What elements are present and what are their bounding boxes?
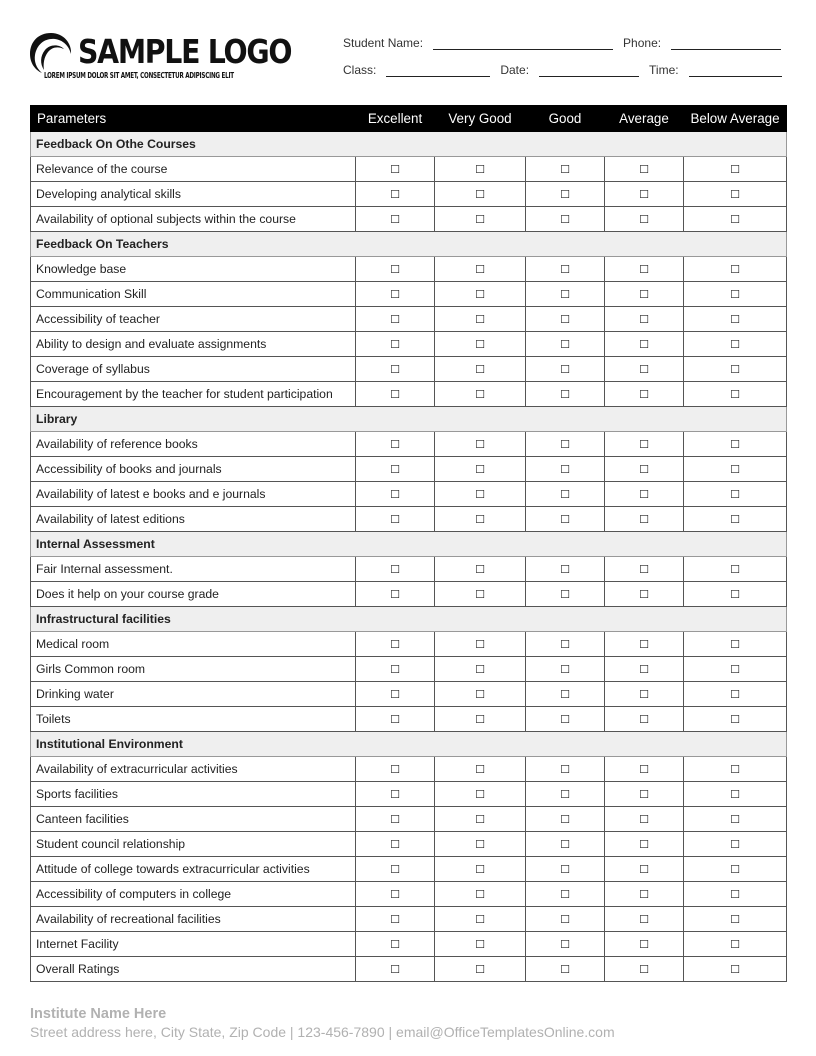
checkbox-below-average[interactable]: ☐ xyxy=(684,282,787,307)
checkbox-below-average[interactable]: ☐ xyxy=(684,457,787,482)
checkbox-below-average[interactable]: ☐ xyxy=(684,207,787,232)
parameter-label: Encouragement by the teacher for student participation xyxy=(31,382,356,407)
checkbox-excellent[interactable]: ☐ xyxy=(356,257,435,282)
table-row xyxy=(31,832,787,857)
checkbox-good[interactable]: ☐ xyxy=(526,807,605,832)
checkbox-excellent[interactable]: ☐ xyxy=(356,157,435,182)
table-row xyxy=(31,332,787,357)
parameter-label: Availability of latest editions xyxy=(31,507,356,532)
student-name-field[interactable] xyxy=(433,38,613,50)
checkbox-very-good[interactable]: ☐ xyxy=(435,832,526,857)
table-row xyxy=(31,557,787,582)
table-row xyxy=(31,257,787,282)
checkbox-below-average[interactable]: ☐ xyxy=(684,482,787,507)
checkbox-below-average[interactable]: ☐ xyxy=(684,557,787,582)
checkbox-excellent[interactable]: ☐ xyxy=(356,782,435,807)
parameter-label: Drinking water xyxy=(31,682,356,707)
checkbox-good[interactable]: ☐ xyxy=(526,432,605,457)
table-row xyxy=(31,582,787,607)
checkbox-below-average[interactable]: ☐ xyxy=(684,932,787,957)
table-row xyxy=(31,207,787,232)
section-title: Internal Assessment xyxy=(31,532,787,557)
checkbox-very-good[interactable]: ☐ xyxy=(435,182,526,207)
checkbox-excellent[interactable]: ☐ xyxy=(356,707,435,732)
parameter-label: Attitude of college towards extracurricular activities xyxy=(31,857,356,882)
checkbox-good[interactable]: ☐ xyxy=(526,457,605,482)
table-row xyxy=(31,757,787,782)
time-field[interactable] xyxy=(689,65,782,77)
parameter-label: Ability to design and evaluate assignments xyxy=(31,332,356,357)
checkbox-very-good[interactable]: ☐ xyxy=(435,782,526,807)
table-row xyxy=(31,432,787,457)
checkbox-very-good[interactable]: ☐ xyxy=(435,632,526,657)
checkbox-very-good[interactable]: ☐ xyxy=(435,457,526,482)
checkbox-good[interactable]: ☐ xyxy=(526,332,605,357)
parameter-label: Accessibility of teacher xyxy=(31,307,356,332)
checkbox-average[interactable]: ☐ xyxy=(605,882,684,907)
parameter-label: Availability of reference books xyxy=(31,432,356,457)
parameter-label: Accessibility of computers in college xyxy=(31,882,356,907)
checkbox-good[interactable]: ☐ xyxy=(526,182,605,207)
checkbox-very-good[interactable]: ☐ xyxy=(435,432,526,457)
checkbox-excellent[interactable]: ☐ xyxy=(356,682,435,707)
checkbox-average[interactable]: ☐ xyxy=(605,707,684,732)
checkbox-very-good[interactable]: ☐ xyxy=(435,207,526,232)
section-title: Institutional Environment xyxy=(31,732,787,757)
table-row xyxy=(31,882,787,907)
checkbox-very-good[interactable]: ☐ xyxy=(435,907,526,932)
section-header-row xyxy=(31,232,787,257)
table-row xyxy=(31,807,787,832)
checkbox-good[interactable]: ☐ xyxy=(526,557,605,582)
checkbox-below-average[interactable]: ☐ xyxy=(684,582,787,607)
checkbox-excellent[interactable]: ☐ xyxy=(356,632,435,657)
checkbox-very-good[interactable]: ☐ xyxy=(435,332,526,357)
checkbox-excellent[interactable]: ☐ xyxy=(356,832,435,857)
checkbox-good[interactable]: ☐ xyxy=(526,907,605,932)
table-row xyxy=(31,182,787,207)
checkbox-below-average[interactable]: ☐ xyxy=(684,357,787,382)
table-row xyxy=(31,157,787,182)
parameter-label: Coverage of syllabus xyxy=(31,357,356,382)
parameter-label: Knowledge base xyxy=(31,257,356,282)
table-row xyxy=(31,457,787,482)
footer xyxy=(30,1006,615,1040)
checkbox-average[interactable]: ☐ xyxy=(605,857,684,882)
checkbox-excellent[interactable]: ☐ xyxy=(356,932,435,957)
header-good: Good xyxy=(526,106,605,132)
checkbox-below-average[interactable]: ☐ xyxy=(684,832,787,857)
table-row xyxy=(31,632,787,657)
parameter-label: Student council relationship xyxy=(31,832,356,857)
checkbox-average[interactable]: ☐ xyxy=(605,557,684,582)
section-header-row xyxy=(31,532,787,557)
section-title: Library xyxy=(31,407,787,432)
checkbox-excellent[interactable]: ☐ xyxy=(356,807,435,832)
table-row xyxy=(31,707,787,732)
table-row xyxy=(31,482,787,507)
table-row xyxy=(31,782,787,807)
table-row xyxy=(31,682,787,707)
checkbox-average[interactable]: ☐ xyxy=(605,507,684,532)
logo-swoosh-icon xyxy=(28,30,74,76)
checkbox-very-good[interactable]: ☐ xyxy=(435,857,526,882)
class-label: Class: xyxy=(343,63,377,77)
table-row xyxy=(31,282,787,307)
checkbox-average[interactable]: ☐ xyxy=(605,757,684,782)
checkbox-excellent[interactable]: ☐ xyxy=(356,657,435,682)
checkbox-good[interactable]: ☐ xyxy=(526,357,605,382)
checkbox-very-good[interactable]: ☐ xyxy=(435,482,526,507)
checkbox-very-good[interactable]: ☐ xyxy=(435,882,526,907)
checkbox-below-average[interactable]: ☐ xyxy=(684,957,787,982)
checkbox-excellent[interactable]: ☐ xyxy=(356,207,435,232)
checkbox-average[interactable]: ☐ xyxy=(605,682,684,707)
parameter-label: Toilets xyxy=(31,707,356,732)
checkbox-below-average[interactable]: ☐ xyxy=(684,807,787,832)
checkbox-below-average[interactable]: ☐ xyxy=(684,907,787,932)
checkbox-excellent[interactable]: ☐ xyxy=(356,332,435,357)
checkbox-below-average[interactable]: ☐ xyxy=(684,432,787,457)
checkbox-average[interactable]: ☐ xyxy=(605,482,684,507)
checkbox-excellent[interactable]: ☐ xyxy=(356,357,435,382)
checkbox-average[interactable]: ☐ xyxy=(605,457,684,482)
checkbox-very-good[interactable]: ☐ xyxy=(435,157,526,182)
checkbox-excellent[interactable]: ☐ xyxy=(356,482,435,507)
checkbox-average[interactable]: ☐ xyxy=(605,282,684,307)
table-row xyxy=(31,907,787,932)
logo xyxy=(28,30,292,86)
feedback-table xyxy=(30,105,787,982)
parameter-label: Overall Ratings xyxy=(31,957,356,982)
checkbox-good[interactable]: ☐ xyxy=(526,507,605,532)
checkbox-excellent[interactable]: ☐ xyxy=(356,307,435,332)
parameter-label: Medical room xyxy=(31,632,356,657)
checkbox-below-average[interactable]: ☐ xyxy=(684,157,787,182)
checkbox-average[interactable]: ☐ xyxy=(605,332,684,357)
section-title: Infrastructural facilities xyxy=(31,607,787,632)
checkbox-average[interactable]: ☐ xyxy=(605,907,684,932)
checkbox-below-average[interactable]: ☐ xyxy=(684,857,787,882)
checkbox-average[interactable]: ☐ xyxy=(605,432,684,457)
checkbox-very-good[interactable]: ☐ xyxy=(435,382,526,407)
checkbox-below-average[interactable]: ☐ xyxy=(684,382,787,407)
date-field[interactable] xyxy=(539,65,639,77)
checkbox-average[interactable]: ☐ xyxy=(605,382,684,407)
checkbox-below-average[interactable]: ☐ xyxy=(684,782,787,807)
checkbox-good[interactable]: ☐ xyxy=(526,782,605,807)
parameter-label: Sports facilities xyxy=(31,782,356,807)
checkbox-good[interactable]: ☐ xyxy=(526,682,605,707)
parameter-label: Relevance of the course xyxy=(31,157,356,182)
section-title: Feedback On Othe Courses xyxy=(31,132,787,157)
student-name-label: Student Name: xyxy=(343,36,424,50)
section-header-row xyxy=(31,732,787,757)
checkbox-very-good[interactable]: ☐ xyxy=(435,957,526,982)
checkbox-excellent[interactable]: ☐ xyxy=(356,182,435,207)
checkbox-good[interactable]: ☐ xyxy=(526,932,605,957)
phone-field[interactable] xyxy=(671,38,781,50)
parameter-label: Accessibility of books and journals xyxy=(31,457,356,482)
checkbox-very-good[interactable]: ☐ xyxy=(435,357,526,382)
checkbox-below-average[interactable]: ☐ xyxy=(684,632,787,657)
checkbox-good[interactable]: ☐ xyxy=(526,657,605,682)
checkbox-very-good[interactable]: ☐ xyxy=(435,282,526,307)
feedback-table-body xyxy=(31,132,787,982)
checkbox-average[interactable]: ☐ xyxy=(605,182,684,207)
checkbox-below-average[interactable]: ☐ xyxy=(684,707,787,732)
checkbox-average[interactable]: ☐ xyxy=(605,157,684,182)
checkbox-excellent[interactable]: ☐ xyxy=(356,907,435,932)
table-row xyxy=(31,307,787,332)
parameter-label: Girls Common room xyxy=(31,657,356,682)
phone-label: Phone: xyxy=(623,36,662,50)
checkbox-excellent[interactable]: ☐ xyxy=(356,857,435,882)
checkbox-good[interactable]: ☐ xyxy=(526,482,605,507)
header-very-good: Very Good xyxy=(435,106,526,132)
checkbox-very-good[interactable]: ☐ xyxy=(435,682,526,707)
checkbox-average[interactable]: ☐ xyxy=(605,257,684,282)
checkbox-good[interactable]: ☐ xyxy=(526,207,605,232)
logo-tagline: LOREM IPSUM DOLOR SIT AMET, CONSECTETUR ADIPISCING ELIT xyxy=(44,71,234,80)
section-header-row xyxy=(31,407,787,432)
checkbox-good[interactable]: ☐ xyxy=(526,382,605,407)
checkbox-below-average[interactable]: ☐ xyxy=(684,182,787,207)
parameter-label: Availability of extracurricular activities xyxy=(31,757,356,782)
checkbox-very-good[interactable]: ☐ xyxy=(435,932,526,957)
checkbox-below-average[interactable]: ☐ xyxy=(684,257,787,282)
logo-text: SAMPLE LOGO xyxy=(78,32,292,71)
checkbox-average[interactable]: ☐ xyxy=(605,357,684,382)
parameter-label: Fair Internal assessment. xyxy=(31,557,356,582)
checkbox-good[interactable]: ☐ xyxy=(526,857,605,882)
checkbox-excellent[interactable]: ☐ xyxy=(356,282,435,307)
checkbox-excellent[interactable]: ☐ xyxy=(356,882,435,907)
student-info-fields xyxy=(343,34,788,88)
checkbox-average[interactable]: ☐ xyxy=(605,207,684,232)
section-header-row xyxy=(31,607,787,632)
table-row xyxy=(31,957,787,982)
checkbox-below-average[interactable]: ☐ xyxy=(684,657,787,682)
institute-address: Street address here, City State, Zip Code | 123-456-7890 | email@OfficeTemplatesOnline.com xyxy=(30,1024,615,1040)
checkbox-excellent[interactable]: ☐ xyxy=(356,582,435,607)
checkbox-average[interactable]: ☐ xyxy=(605,807,684,832)
checkbox-good[interactable]: ☐ xyxy=(526,957,605,982)
checkbox-very-good[interactable]: ☐ xyxy=(435,557,526,582)
checkbox-excellent[interactable]: ☐ xyxy=(356,557,435,582)
table-row xyxy=(31,357,787,382)
checkbox-very-good[interactable]: ☐ xyxy=(435,257,526,282)
checkbox-good[interactable]: ☐ xyxy=(526,882,605,907)
parameter-label: Does it help on your course grade xyxy=(31,582,356,607)
institute-name: Institute Name Here xyxy=(30,1006,167,1022)
checkbox-average[interactable]: ☐ xyxy=(605,582,684,607)
checkbox-good[interactable]: ☐ xyxy=(526,832,605,857)
table-header-row xyxy=(31,106,787,132)
checkbox-average[interactable]: ☐ xyxy=(605,932,684,957)
checkbox-good[interactable]: ☐ xyxy=(526,257,605,282)
checkbox-very-good[interactable]: ☐ xyxy=(435,657,526,682)
checkbox-excellent[interactable]: ☐ xyxy=(356,382,435,407)
checkbox-very-good[interactable]: ☐ xyxy=(435,807,526,832)
checkbox-very-good[interactable]: ☐ xyxy=(435,757,526,782)
date-label: Date: xyxy=(500,63,530,77)
checkbox-average[interactable]: ☐ xyxy=(605,957,684,982)
checkbox-very-good[interactable]: ☐ xyxy=(435,507,526,532)
checkbox-below-average[interactable]: ☐ xyxy=(684,682,787,707)
checkbox-very-good[interactable]: ☐ xyxy=(435,307,526,332)
checkbox-below-average[interactable]: ☐ xyxy=(684,307,787,332)
header-average: Average xyxy=(605,106,684,132)
checkbox-good[interactable]: ☐ xyxy=(526,307,605,332)
checkbox-average[interactable]: ☐ xyxy=(605,632,684,657)
checkbox-average[interactable]: ☐ xyxy=(605,307,684,332)
section-title: Feedback On Teachers xyxy=(31,232,787,257)
checkbox-excellent[interactable]: ☐ xyxy=(356,457,435,482)
header-excellent: Excellent xyxy=(356,106,435,132)
checkbox-very-good[interactable]: ☐ xyxy=(435,707,526,732)
checkbox-below-average[interactable]: ☐ xyxy=(684,332,787,357)
parameter-label: Communication Skill xyxy=(31,282,356,307)
checkbox-good[interactable]: ☐ xyxy=(526,707,605,732)
checkbox-excellent[interactable]: ☐ xyxy=(356,507,435,532)
checkbox-below-average[interactable]: ☐ xyxy=(684,882,787,907)
class-field[interactable] xyxy=(386,65,490,77)
parameter-label: Availability of latest e books and e journals xyxy=(31,482,356,507)
checkbox-average[interactable]: ☐ xyxy=(605,832,684,857)
header-below-average: Below Average xyxy=(684,106,787,132)
checkbox-excellent[interactable]: ☐ xyxy=(356,432,435,457)
table-row xyxy=(31,382,787,407)
checkbox-good[interactable]: ☐ xyxy=(526,757,605,782)
table-row xyxy=(31,657,787,682)
parameter-label: Internet Facility xyxy=(31,932,356,957)
checkbox-average[interactable]: ☐ xyxy=(605,657,684,682)
checkbox-below-average[interactable]: ☐ xyxy=(684,507,787,532)
table-row xyxy=(31,932,787,957)
checkbox-very-good[interactable]: ☐ xyxy=(435,582,526,607)
checkbox-good[interactable]: ☐ xyxy=(526,582,605,607)
header-parameters: Parameters xyxy=(31,106,356,132)
checkbox-excellent[interactable]: ☐ xyxy=(356,757,435,782)
checkbox-below-average[interactable]: ☐ xyxy=(684,757,787,782)
time-label: Time: xyxy=(649,63,679,77)
parameter-label: Developing analytical skills xyxy=(31,182,356,207)
checkbox-good[interactable]: ☐ xyxy=(526,282,605,307)
parameter-label: Availability of recreational facilities xyxy=(31,907,356,932)
section-header-row xyxy=(31,132,787,157)
checkbox-good[interactable]: ☐ xyxy=(526,157,605,182)
table-row xyxy=(31,857,787,882)
checkbox-average[interactable]: ☐ xyxy=(605,782,684,807)
checkbox-excellent[interactable]: ☐ xyxy=(356,957,435,982)
table-row xyxy=(31,507,787,532)
parameter-label: Canteen facilities xyxy=(31,807,356,832)
checkbox-good[interactable]: ☐ xyxy=(526,632,605,657)
parameter-label: Availability of optional subjects within the course xyxy=(31,207,356,232)
